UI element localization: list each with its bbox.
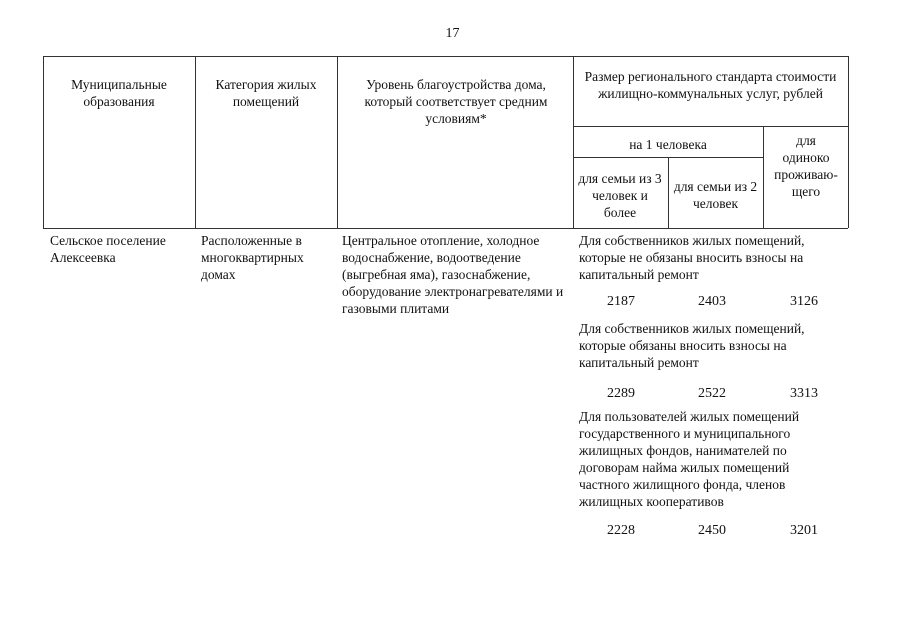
group-title: Для собственников жилых помещений, которые обязаны вносить взносы на капитальный ремонт: [579, 321, 805, 370]
header-municipality: Муниципальные образования: [71, 77, 167, 109]
header-family2: для семьи из 2 человек: [673, 179, 758, 211]
group-value-single: 3126: [790, 294, 818, 309]
table-top-border: [43, 56, 848, 57]
group-title: Для пользователей жилых помещений государственного и муниципального жилищных фондов, нанимателей по договорам найма жилых помещений частного жилищного фонда, членов жилищных кооперативов: [579, 409, 800, 509]
group-title: Для собственников жилых помещений, которые не обязаны вносить взносы на капитальный ремонт: [579, 233, 805, 282]
col-border-6: [848, 56, 849, 228]
row-municipality: Сельское поселение Алексеевка: [50, 233, 166, 265]
page-number: 17: [445, 26, 460, 41]
row-level: Центральное отопление, холодное водоснабжение, водоотведение (выгребная яма), газоснабжение, оборудование электронагревателями и газовыми плитами: [342, 233, 564, 316]
header-family3: для семьи из 3 человек и более: [578, 171, 662, 220]
col-border-4: [668, 157, 669, 228]
group-value-family2: 2403: [698, 294, 726, 309]
col-border-1: [195, 56, 196, 228]
group-value-family3: 2228: [607, 523, 635, 538]
group-value-family3: 2187: [607, 294, 635, 309]
header-single: для одиноко проживаю-щего: [774, 133, 838, 199]
header-divider-1: [573, 126, 848, 127]
header-per-person: на 1 человека: [629, 137, 707, 152]
col-border-5: [763, 126, 764, 228]
group-value-family2: 2522: [698, 386, 726, 401]
header-category: Категория жилых помещений: [215, 77, 317, 109]
group-value-single: 3313: [790, 386, 818, 401]
group-value-family3: 2289: [607, 386, 635, 401]
header-level: Уровень благоустройства дома, который соответствует средним условиям*: [364, 77, 548, 126]
group-value-single: 3201: [790, 523, 818, 538]
group-value-family2: 2450: [698, 523, 726, 538]
row-category: Расположенные в многоквартирных домах: [201, 233, 304, 282]
header-standard: Размер регионального стандарта стоимости жилищно-коммунальных услуг, рублей: [584, 69, 837, 101]
header-bottom-border: [43, 228, 848, 229]
col-border-0: [43, 56, 44, 228]
col-border-2: [337, 56, 338, 228]
